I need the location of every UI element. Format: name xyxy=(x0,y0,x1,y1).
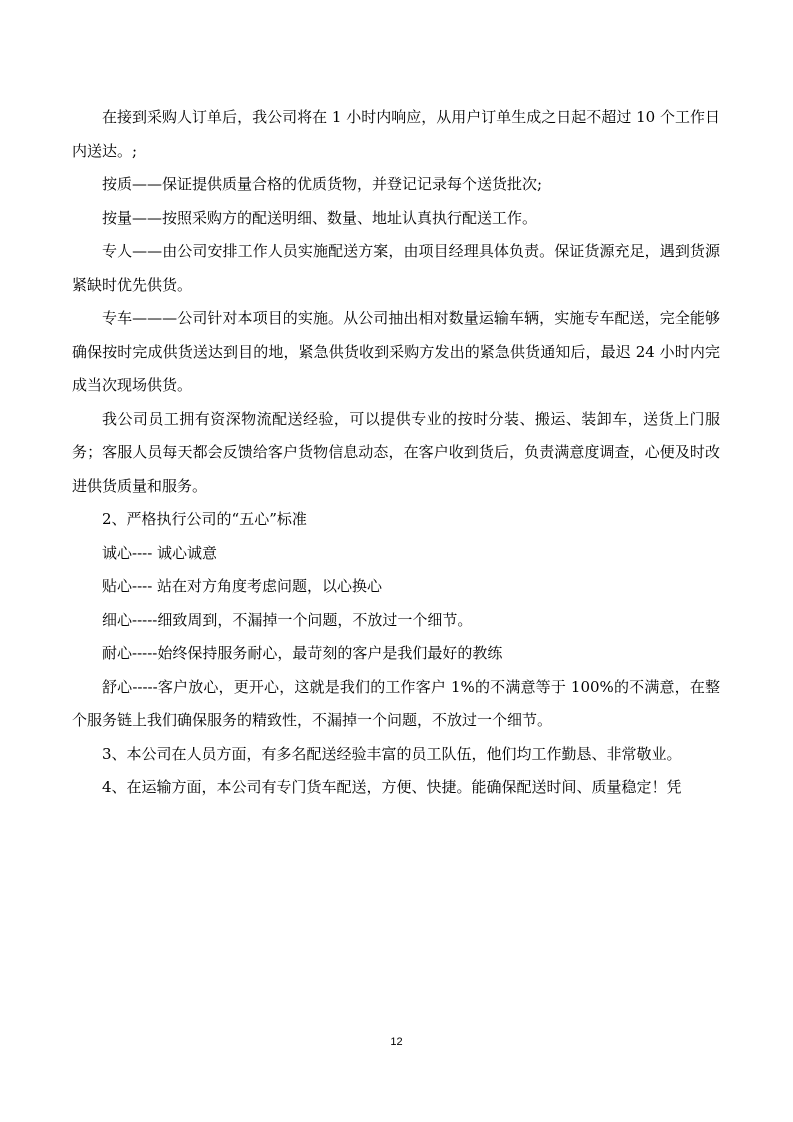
paragraph-five-hearts-heading: 2、严格执行公司的“五心”标准 xyxy=(102,510,307,528)
paragraph-sincerity: 诚心---- 诚心诚意 xyxy=(102,543,218,562)
paragraph-quantity: 按量——按照采购方的配送明细、数量、地址认真执行配送工作。 xyxy=(102,208,538,227)
paragraph-dedicated-staff: 专人——由公司安排工作人员实施配送方案，由项目经理具体负责。保证货源充足，遇到货源紧缺时优先供货。 xyxy=(72,242,720,294)
paragraph-personnel: 3、本公司在人员方面，有多名配送经验丰富的员工队伍，他们均工作勤恳、非常敬业。 xyxy=(102,744,682,763)
paragraph-transport: 4、在运输方面，本公司有专门货车配送，方便、快捷。能确保配送时间、质量稳定！凭 xyxy=(102,778,682,796)
page-number: 12 xyxy=(390,1036,403,1048)
document-body xyxy=(72,101,720,805)
paragraph-quality: 按质——保证提供质量合格的优质货物，并登记记录每个送货批次; xyxy=(102,175,543,193)
paragraph-delivery-commitment: 在接到采购人订单后，我公司将在 1 小时内响应，从用户订单生成之日起不超过 10 个工作日内送达。; xyxy=(72,108,720,160)
paragraph-patience: 耐心-----始终保持服务耐心，最苛刻的客户是我们最好的教练 xyxy=(102,644,503,662)
paragraph-comfort: 舒心-----客户放心，更开心，这就是我们的工作客户 1%的不满意等于 100%的不满意，在整个服务链上我们确保服务的精致性，不漏掉一个问题，不放过一个细节。 xyxy=(72,677,720,729)
paragraph-attentiveness: 细心-----细致周到，不漏掉一个问题，不放过一个细节。 xyxy=(102,610,473,629)
paragraph-consideration: 贴心---- 站在对方角度考虑问题，以心换心 xyxy=(102,577,383,595)
paragraph-staff-experience: 我公司员工拥有资深物流配送经验，可以提供专业的按时分装、搬运、装卸车，送货上门服务；客服人员每天都会反馈给客户货物信息动态，在客户收到货后，负责满意度调查，心便及时改进供货质量和服务。 xyxy=(72,409,720,495)
paragraph-dedicated-vehicle: 专车———公司针对本项目的实施。从公司抽出相对数量运输车辆，实施专车配送，完全能够确保按时完成供货送达到目的地，紧急供货收到采购方发出的紧急供货通知后，最迟 24 小时内完成当次现场供货。 xyxy=(72,309,720,394)
